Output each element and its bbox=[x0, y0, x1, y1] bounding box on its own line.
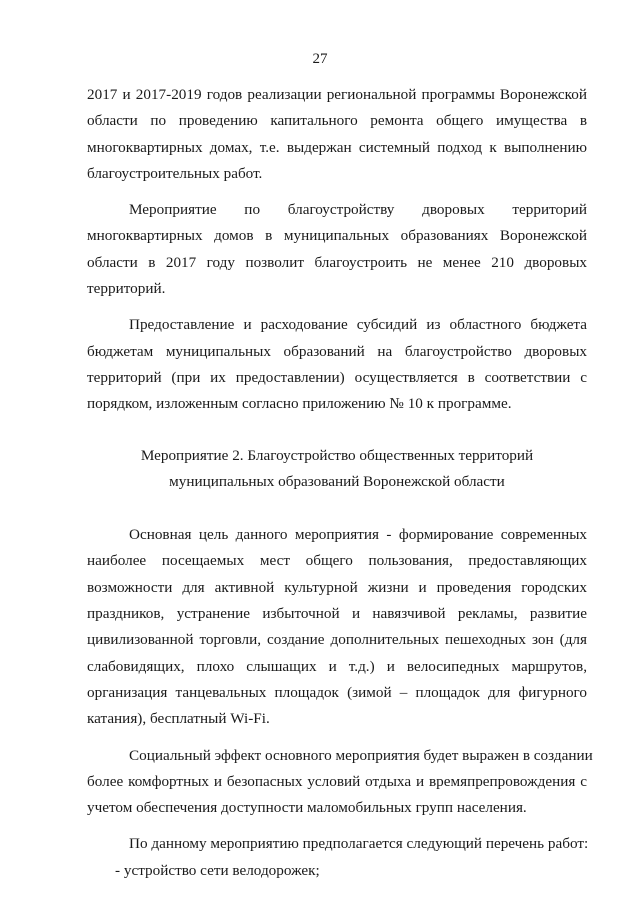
text-line: возможности для активной культурной жизни и проведения городских bbox=[87, 578, 587, 596]
text-line: области в 2017 году позволит благоустроить не менее 210 дворовых bbox=[87, 253, 587, 271]
paragraph-main-goal bbox=[87, 522, 587, 732]
text-line: слабовидящих, плохо слышащих и т.д.) и велосипедных маршрутов, bbox=[87, 657, 587, 675]
paragraph-yard-territories bbox=[87, 197, 587, 302]
document-body bbox=[87, 82, 593, 884]
text-line: организация танцевальных площадок (зимой – площадок для фигурного bbox=[87, 683, 587, 701]
text-line: области по проведению капитального ремонта общего имущества в bbox=[87, 112, 587, 130]
text-line: территорий (при их предоставлении) осуществляется в соответствии с bbox=[87, 368, 587, 386]
text-line: наиболее посещаемых мест общего пользования, предоставляющих bbox=[87, 552, 587, 570]
page-number: 27 bbox=[312, 51, 328, 67]
text-line: более комфортных и безопасных условий отдыха и времяпрепровождения с bbox=[87, 772, 587, 790]
text-line: праздников, устранение избыточной и навязчивой рекламы, развитие bbox=[87, 605, 587, 623]
text-line: благоустроительных работ. bbox=[87, 164, 263, 182]
work-list bbox=[87, 858, 587, 884]
text-line: катания), бесплатный Wi-Fi. bbox=[87, 710, 270, 728]
text-line: многоквартирных домов в муниципальных образованиях Воронежской bbox=[87, 227, 587, 245]
text-line: цивилизованной торговли, создание дополнительных пешеходных зон (для bbox=[87, 631, 587, 649]
text-line: Основная цель данного мероприятия - формирование современных bbox=[129, 526, 587, 544]
text-line: порядком, изложенным согласно приложению № 10 к программе. bbox=[87, 395, 512, 413]
paragraph-subsidies bbox=[87, 312, 587, 417]
text-line: Мероприятие по благоустройству дворовых территорий bbox=[129, 201, 587, 219]
text-line: По данному мероприятию предполагается следующий перечень работ: bbox=[129, 835, 589, 853]
text-line: учетом обеспечения доступности маломобильных групп населения. bbox=[87, 799, 527, 817]
list-item: - устройство сети велодорожек; bbox=[115, 861, 320, 879]
heading-line: муниципальных образований Воронежской области bbox=[169, 472, 505, 490]
text-line: Социальный эффект основного мероприятия будет выражен в создании bbox=[129, 746, 593, 764]
paragraph-continuation bbox=[87, 82, 587, 187]
text-line: многоквартирных домах, т.е. выдержан системный подход к выполнению bbox=[87, 138, 587, 156]
text-line: 2017 и 2017-2019 годов реализации региональной программы Воронежской bbox=[87, 86, 587, 103]
text-line: территорий. bbox=[87, 280, 166, 298]
paragraph-work-list-intro bbox=[87, 831, 587, 857]
text-line: Предоставление и расходование субсидий из областного бюджета bbox=[129, 316, 587, 334]
heading-line: Мероприятие 2. Благоустройство общественных территорий bbox=[140, 446, 534, 464]
text-line: бюджетам муниципальных образований на благоустройство дворовых bbox=[87, 342, 587, 360]
paragraph-social-effect bbox=[87, 743, 593, 822]
section-heading bbox=[87, 443, 587, 496]
